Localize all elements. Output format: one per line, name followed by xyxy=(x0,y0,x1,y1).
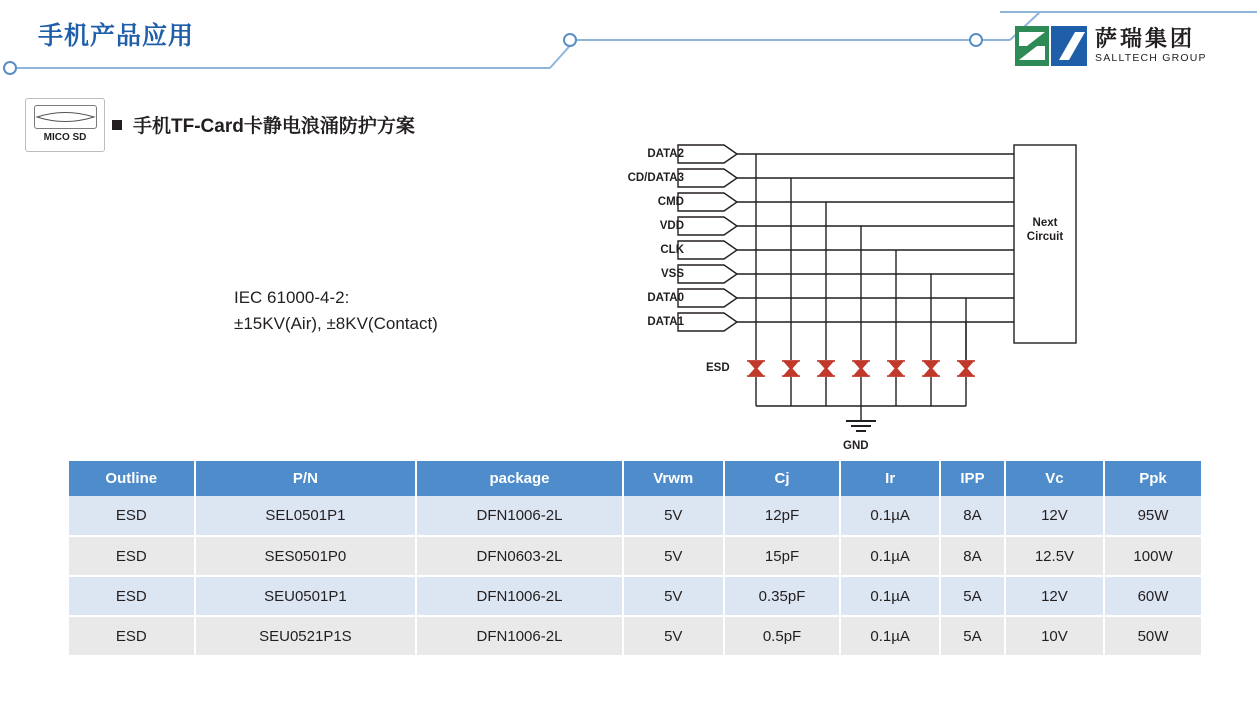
cell-ipp: 8A xyxy=(940,496,1005,536)
cell-cj: 0.5pF xyxy=(724,616,840,656)
th-pn: P/N xyxy=(195,461,417,496)
cell-pn: SES0501P0 xyxy=(195,536,417,576)
pin-label-1: DATA2 xyxy=(647,148,684,160)
cell-ppk: 95W xyxy=(1104,496,1201,536)
cell-vrwm: 5V xyxy=(623,576,724,616)
next-circuit-line1: Next xyxy=(1032,217,1058,229)
th-ipp: IPP xyxy=(940,461,1005,496)
th-ir: Ir xyxy=(840,461,940,496)
cell-outline: ESD xyxy=(69,616,195,656)
cell-ppk: 100W xyxy=(1104,536,1201,576)
page-title: 手机产品应用 xyxy=(38,22,195,50)
th-outline: Outline xyxy=(69,461,195,496)
pin-label-4: VDD xyxy=(659,220,684,232)
cell-ipp: 5A xyxy=(940,616,1005,656)
pin-label-7: DATA0 xyxy=(647,292,684,304)
table-header-row xyxy=(69,461,1201,496)
cell-cj: 0.35pF xyxy=(724,576,840,616)
cell-package: DFN1006-2L xyxy=(416,496,622,536)
cell-package: DFN1006-2L xyxy=(416,616,622,656)
cell-ppk: 60W xyxy=(1104,576,1201,616)
pin-label-8: DATA1 xyxy=(647,316,684,328)
table-row xyxy=(69,496,1201,536)
next-circuit-label xyxy=(1014,216,1076,244)
th-vrwm: Vrwm xyxy=(623,461,724,496)
th-ppk: Ppk xyxy=(1104,461,1201,496)
next-circuit-line2: Circuit xyxy=(1026,231,1064,243)
parts-table-wrapper xyxy=(69,461,1201,657)
logo-name-cn: 萨瑞集团 xyxy=(1095,26,1196,51)
th-package: package xyxy=(416,461,622,496)
cell-outline: ESD xyxy=(69,576,195,616)
cell-pn: SEU0521P1S xyxy=(195,616,417,656)
cell-package: DFN1006-2L xyxy=(416,576,622,616)
page-header xyxy=(0,0,1257,86)
protection-schematic xyxy=(600,135,1100,455)
cell-vrwm: 5V xyxy=(623,616,724,656)
table-row xyxy=(69,536,1201,576)
pin-label-6: VSS xyxy=(660,268,684,280)
cell-ir: 0.1µA xyxy=(840,616,940,656)
pin-label-5: CLK xyxy=(660,244,684,256)
cell-pn: SEL0501P1 xyxy=(195,496,417,536)
cell-ipp: 8A xyxy=(940,536,1005,576)
parts-table xyxy=(69,461,1201,657)
iec-spec-line2: ±15KV(Air), ±8KV(Contact) xyxy=(234,314,438,333)
cell-ir: 0.1µA xyxy=(840,536,940,576)
cell-ir: 0.1µA xyxy=(840,496,940,536)
section-title xyxy=(112,111,415,138)
cell-cj: 12pF xyxy=(724,496,840,536)
cell-vrwm: 5V xyxy=(623,536,724,576)
cell-ir: 0.1µA xyxy=(840,576,940,616)
gnd-label: GND xyxy=(843,440,869,452)
logo-text xyxy=(1095,27,1207,65)
card-illustration xyxy=(34,105,97,129)
cell-package: DFN0603-2L xyxy=(416,536,622,576)
cell-outline: ESD xyxy=(69,536,195,576)
cell-pn: SEU0501P1 xyxy=(195,576,417,616)
cell-outline: ESD xyxy=(69,496,195,536)
table-row xyxy=(69,576,1201,616)
micro-sd-card-icon xyxy=(25,98,105,152)
th-vc: Vc xyxy=(1005,461,1104,496)
table-row xyxy=(69,616,1201,656)
cell-vc: 12V xyxy=(1005,576,1104,616)
company-logo xyxy=(1015,22,1237,70)
cell-vrwm: 5V xyxy=(623,496,724,536)
cell-ipp: 5A xyxy=(940,576,1005,616)
iec-spec xyxy=(234,285,438,337)
iec-spec-line1: IEC 61000-4-2: xyxy=(234,288,350,307)
logo-name-en: SALLTECH GROUP xyxy=(1095,52,1207,64)
section-title-text: 手机TF-Card卡静电浪涌防护方案 xyxy=(133,116,415,137)
th-cj: Cj xyxy=(724,461,840,496)
logo-mark-icon xyxy=(1015,24,1089,68)
bullet-square-icon xyxy=(112,120,122,130)
cell-cj: 15pF xyxy=(724,536,840,576)
cell-vc: 12V xyxy=(1005,496,1104,536)
card-icon-label: MICO SD xyxy=(43,132,87,143)
esd-label: ESD xyxy=(706,362,730,374)
cell-ppk: 50W xyxy=(1104,616,1201,656)
cell-vc: 12.5V xyxy=(1005,536,1104,576)
pin-label-3: CMD xyxy=(657,196,684,208)
cell-vc: 10V xyxy=(1005,616,1104,656)
pin-label-2: CD/DATA3 xyxy=(627,172,684,184)
